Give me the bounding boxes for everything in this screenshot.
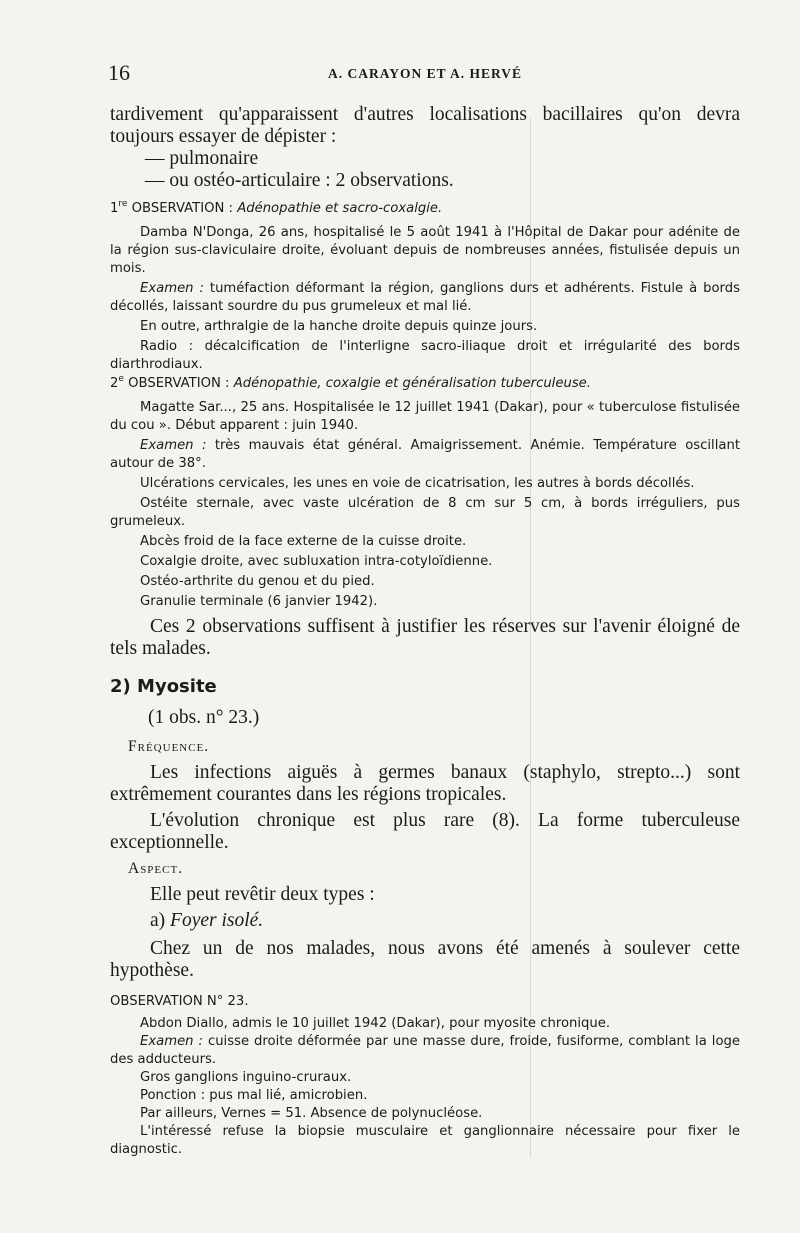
- obs23-heading: OBSERVATION N° 23.: [110, 994, 249, 1009]
- obs1-examen-label: Examen :: [140, 281, 204, 296]
- obs2-label: OBSERVATION :: [128, 376, 230, 391]
- obs2-examen-text: très mauvais état général. Amaigrissement. Anémie. Température oscillant autour de 38°.: [110, 438, 740, 471]
- obs1-label: OBSERVATION :: [131, 201, 233, 216]
- aspect-a-text: Foyer isolé.: [170, 910, 264, 931]
- obs2-p8: Granulie terminale (6 janvier 1942).: [140, 594, 378, 609]
- observation-1: [110, 200, 740, 374]
- section-title: Myosite: [137, 676, 217, 697]
- section-ref: (1 obs. n° 23.): [148, 707, 260, 728]
- aspect-block: [110, 860, 740, 982]
- frequence-p1: Les infections aiguës à germes banaux (staphylo, strepto...) sont extrêmement courantes dans les régions tropicales.: [110, 762, 740, 805]
- obs1-subtitle: Adénopathie et sacro-coxalgie.: [237, 201, 443, 216]
- intro-item-osteo: — ou ostéo-articulaire : 2 observations.: [145, 170, 454, 191]
- obs2-subtitle: Adénopathie, coxalgie et généralisation tuberculeuse.: [233, 376, 591, 391]
- obs2-p4: Ostéite sternale, avec vaste ulcération de 8 cm sur 5 cm, à bords irréguliers, pus grumeleux.: [110, 496, 740, 529]
- obs23-p4: Ponction : pus mal lié, amicrobien.: [140, 1088, 368, 1103]
- frequence-block: [110, 738, 740, 854]
- obs2-p2: [110, 437, 740, 473]
- obs1-p4: Radio : décalcification de l'interligne sacro-iliaque droit et irrégularité des bords diarthrodiaux.: [110, 339, 740, 372]
- intro-paragraph: [110, 104, 740, 192]
- section-heading: [110, 676, 740, 697]
- aspect-a: [110, 910, 740, 932]
- obs2-p3: Ulcérations cervicales, les unes en voie de cicatrisation, les autres à bords décollés.: [140, 476, 695, 491]
- obs2-number: 2: [110, 376, 119, 391]
- aspect-p1: Elle peut revêtir deux types :: [150, 884, 375, 905]
- obs2-p5: Abcès froid de la face externe de la cuisse droite.: [140, 534, 467, 549]
- obs23-p1: Abdon Diallo, admis le 10 juillet 1942 (Dakar), pour myosite chronique.: [140, 1016, 611, 1031]
- conclusion-paragraph: Ces 2 observations suffisent à justifier les réserves sur l'avenir éloigné de tels malades.: [110, 616, 740, 659]
- aspect-heading: Aspect.: [128, 860, 184, 877]
- obs23-p3: Gros ganglions inguino-cruraux.: [140, 1070, 352, 1085]
- page-number: 16: [108, 60, 130, 85]
- aspect-p2: Chez un de nos malades, nous avons été amenés à soulever cette hypothèse.: [110, 938, 740, 981]
- obs23-p6: L'intéressé refuse la biopsie musculaire et ganglionnaire nécessaire pour fixer le diagnostic.: [110, 1124, 740, 1157]
- page-header: [108, 60, 742, 90]
- section-myosite: [110, 676, 740, 729]
- frequence-heading: Fréquence.: [128, 738, 210, 755]
- obs1-p3: En outre, arthralgie de la hanche droite depuis quinze jours.: [140, 319, 538, 334]
- obs2-p1: Magatte Sar..., 25 ans. Hospitalisée le 12 juillet 1941 (Dakar), pour « tuberculose fistulisée du cou ». Début apparent : juin 1940.: [110, 400, 740, 433]
- obs2-p6: Coxalgie droite, avec subluxation intra-cotyloïdienne.: [140, 554, 493, 569]
- aspect-a-prefix: a): [150, 910, 166, 931]
- obs23-p5: Par ailleurs, Vernes = 51. Absence de polynucléose.: [140, 1106, 483, 1121]
- observation-2: [110, 375, 740, 611]
- obs1-number: 1: [110, 201, 119, 216]
- obs2-examen-label: Examen :: [140, 438, 207, 453]
- running-title: A. CARAYON ET A. HERVÉ: [327, 66, 523, 81]
- obs1-heading: [110, 200, 740, 218]
- intro-item-pulmonaire: — pulmonaire: [145, 148, 259, 169]
- section-number: 2): [110, 676, 131, 697]
- intro-text: tardivement qu'apparaissent d'autres localisations bacillaires qu'on devra toujours essayer de dépister :: [110, 104, 740, 147]
- frequence-p2: L'évolution chronique est plus rare (8). La forme tuberculeuse exceptionnelle.: [110, 810, 740, 853]
- observation-23: [110, 993, 740, 1159]
- obs23-examen-label: Examen :: [140, 1034, 203, 1049]
- obs23-p2: [110, 1033, 740, 1069]
- obs2-p7: Ostéo-arthrite du genou et du pied.: [140, 574, 375, 589]
- obs1-examen-text: tuméfaction déformant la région, ganglions durs et adhérents. Fistule à bords décollés, laissant sourdre du pus grumeleux et mal lié.: [110, 281, 740, 314]
- obs2-heading: [110, 375, 740, 393]
- obs23-examen-text: cuisse droite déformée par une masse dure, froide, fusiforme, comblant la loge des adducteurs.: [110, 1034, 740, 1067]
- obs1-p2: [110, 280, 740, 316]
- obs1-sup: re: [118, 199, 128, 209]
- obs1-p1: Damba N'Donga, 26 ans, hospitalisé le 5 août 1941 à l'Hôpital de Dakar pour adénite de la région sus-claviculaire droite, évoluant depuis de nombreuses années, fistulisée depuis un mois.: [110, 225, 740, 276]
- obs2-sup: e: [118, 374, 124, 384]
